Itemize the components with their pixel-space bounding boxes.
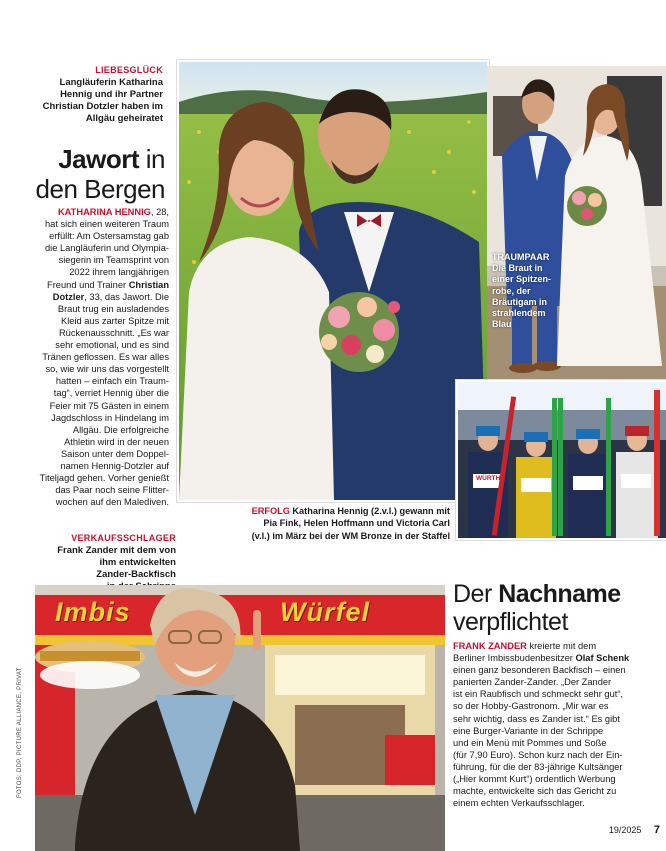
wedding-photo	[177, 60, 489, 502]
article1-caption-line: Hennig und ihr Partner	[60, 89, 163, 100]
article2-headline	[453, 580, 653, 636]
traumpaar-line: robe, der	[492, 285, 531, 296]
sign-left: Imbis	[55, 597, 131, 627]
article1-caption-line: Christian Dotzler haben im	[42, 101, 163, 112]
article1-caption-line: Langläuferin Katharina	[59, 77, 163, 88]
body-lead-name: FRANK ZANDER	[453, 641, 527, 651]
traumpaar-line: strahlendem	[492, 308, 546, 319]
article2-caption-line: Zander-Backfisch	[96, 569, 176, 580]
body-line: erfüllt: Am Ostersamstag gab	[49, 231, 169, 242]
erfolg-photo	[456, 380, 666, 540]
article2-body	[453, 640, 658, 809]
erfolg-caption	[240, 505, 450, 542]
body-text: , 28,	[150, 207, 169, 217]
article2-caption-line: ihm entwickelten	[99, 557, 176, 568]
traumpaar-line: Die Braut in	[492, 263, 543, 274]
erfolg-line: (v.l.) im März bei der WM Bronze in der Staffel	[251, 530, 450, 541]
body-line: so, wie wir uns das vorgestellt	[45, 364, 169, 375]
body-line: Feier mit 75 Gästen in einem	[49, 400, 169, 411]
body-line: machte, entwickelte sich das Gericht zu	[453, 786, 617, 797]
body-line: namen Hennig-Dotzler auf	[60, 460, 169, 471]
body-line: wochen auf den Malediven.	[55, 497, 169, 508]
body-line: führung, für die der 83-jährige Kultsänger	[453, 761, 623, 772]
headline-bold: Jawort	[58, 144, 140, 174]
article2-caption-block	[40, 533, 176, 593]
body-line: sehr wichtig, dass es Zander ist.“ Es gibt	[453, 713, 620, 724]
body-line: Kleid aus zarter Spitze mit	[61, 315, 169, 326]
body-line: so der Hobby-Gastronom. „Mir war es	[453, 701, 609, 712]
article1-body	[20, 206, 169, 508]
body-line: tag“, verriet Hennig über die	[53, 388, 169, 399]
article2-kicker: VERKAUFSSCHLAGER	[71, 533, 176, 543]
traumpaar-caption	[492, 252, 572, 330]
headline-part: Der	[453, 580, 499, 608]
body-line: eine Burger-Variante in der Schrippe	[453, 725, 604, 736]
article2-caption-line: Frank Zander mit dem von	[57, 545, 176, 556]
traumpaar-kicker: TRAUMPAAR	[492, 252, 550, 262]
sign-right: Würfel	[280, 597, 370, 627]
partner-name: Dotzler	[52, 291, 85, 302]
erfolg-line: Katharina Hennig (2.v.l.) gewann mit	[292, 506, 450, 516]
bib-number: 2	[486, 488, 494, 504]
headline-rest: in	[139, 144, 165, 174]
sign-text	[55, 597, 435, 633]
body-line: Saison unter dem Doppel-	[60, 448, 169, 459]
traumpaar-line: einer Spitzen-	[492, 274, 552, 285]
body-name: Olaf Schenk	[575, 653, 630, 664]
body-line: („Hier kommt Kurt“) ordentlich Werbung	[453, 774, 616, 785]
body-lead-name: KATHARINA HENNIG	[57, 207, 151, 217]
body-line: Allgäu. Die erfolgreiche	[72, 424, 169, 435]
body-line: Tränen geflossen. Es war alles	[42, 352, 169, 363]
body-line: das Paar noch seine Flitter-	[55, 485, 169, 496]
article1-kicker: LIEBESGLÜCK	[95, 65, 163, 75]
erfolg-line: Pia Fink, Helen Hoffmann und Victoria Carl	[263, 518, 450, 529]
wedding-photo-illustration	[179, 62, 487, 500]
article1-caption-line: Allgäu geheiratet	[85, 113, 163, 124]
body-line: hat sich einen weiteren Traum	[44, 219, 169, 230]
zander-photo	[35, 585, 445, 851]
body-line: einen ganz besonderen Backfisch – einen	[453, 665, 626, 676]
issue-number: 19/2025	[608, 825, 642, 835]
page-number: 7	[653, 824, 660, 836]
body-line: 2022 ihrem langjährigen	[69, 267, 169, 278]
erfolg-illustration	[458, 382, 666, 538]
traumpaar-line: Bräutigam in	[492, 296, 548, 307]
body-line: die Langläuferin und Olympia-	[44, 243, 169, 254]
erfolg-kicker: ERFOLG	[251, 506, 290, 516]
body-line: sehr emotional, und es sind	[55, 340, 169, 351]
body-line: Jagdschloss in Hindelang im	[51, 412, 169, 423]
article1-headline	[20, 144, 165, 204]
bib-text: WÜRTH	[476, 475, 501, 482]
body-text: kreierte mit dem	[526, 641, 597, 651]
headline-line2: den Bergen	[35, 174, 165, 204]
photo-credit: FOTOS: DDP, PICTURE ALLIANCE, PRIVAT	[17, 667, 23, 798]
body-line: Braut trug ein ausladendes	[57, 303, 169, 314]
traumpaar-line: Blau	[492, 319, 512, 330]
headline-line2: verpflichtet	[453, 608, 568, 636]
body-line: Freund und Trainer	[47, 279, 127, 290]
traumpaar-illustration	[487, 66, 666, 380]
body-text: , 33, das Jawort. Die	[84, 291, 169, 302]
body-line: hatten – einfach ein Traum-	[55, 376, 169, 387]
headline-bold: Nachname	[498, 580, 621, 608]
article1-caption-block	[30, 65, 163, 125]
body-line: (für 7,90 Euro). Schon kurz nach der Ein-	[453, 749, 623, 760]
body-line: einem echten Verkaufsschlager.	[453, 798, 585, 809]
page-footer	[570, 820, 660, 838]
body-line: panierten Zander-Zander. „Der Zander	[453, 677, 612, 688]
body-text: Berliner Imbissbudenbesitzer	[453, 653, 576, 664]
body-line: und ein Menü mit Pommes und Soße	[453, 737, 607, 748]
body-line: Athletin wird in der neuen	[64, 436, 169, 447]
body-line: siegerin im Teamsprint von	[58, 255, 169, 266]
traumpaar-photo	[487, 66, 666, 380]
partner-name: Christian	[128, 279, 169, 290]
body-line: Titeljagd gehen. Vorher genießt	[39, 473, 169, 484]
body-line: Rückenausschnitt. „Es war	[58, 327, 169, 338]
body-line: ist ein Raubfisch und schmeckt sehr gut“,	[453, 689, 624, 700]
